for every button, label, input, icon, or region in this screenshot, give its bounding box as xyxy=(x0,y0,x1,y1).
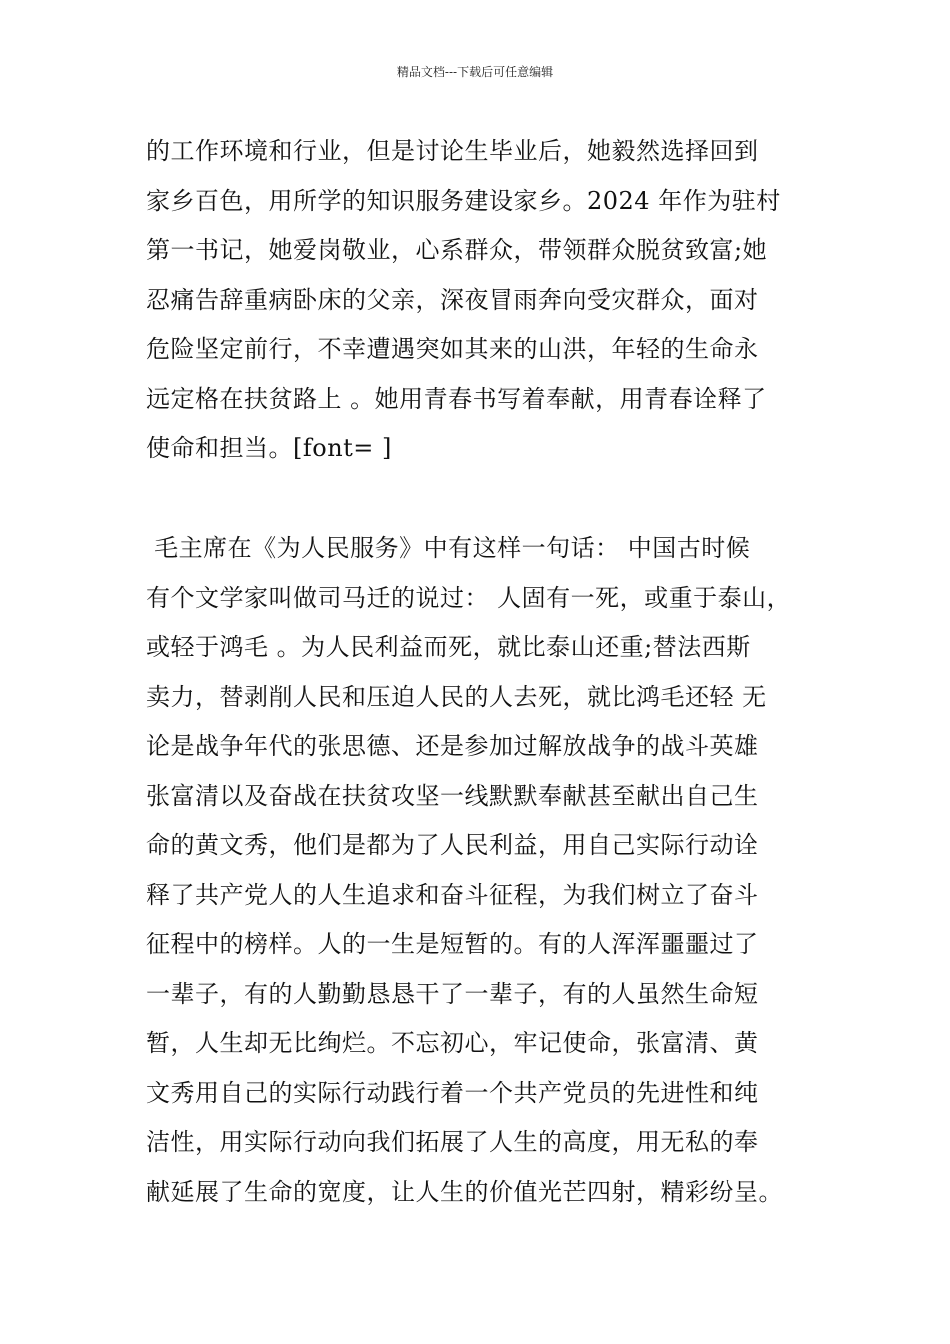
text-line: 张富清以及奋战在扶贫攻坚一线默默奉献甚至献出自己生 xyxy=(146,781,759,810)
text-line: 危险坚定前行，不幸遭遇突如其来的山洪，年轻的生命永 xyxy=(146,335,759,363)
text-line: 一辈子，有的人勤勤恳恳干了一辈子，有的人虽然生命短 xyxy=(146,979,759,1008)
text-line: 家乡百色，用所学的知识服务建设家乡。2024 年作为驻村 xyxy=(146,186,781,215)
text-line: 卖力，替剥削人民和压迫人民的人去死，就比鸿毛还轻 无 xyxy=(146,682,767,711)
text-line: 论是战争年代的张思德、还是参加过解放战争的战斗英雄 xyxy=(146,732,759,760)
text-line: 洁性，用实际行动向我们拓展了人生的高度，用无私的奉 xyxy=(146,1128,759,1156)
text-line: 毛主席在《为人民服务》中有这样一句话： 中国古时候 xyxy=(146,534,751,562)
text-line: 远定格在扶贫路上 。她用青春书写着奉献，用青春诠释了 xyxy=(146,384,767,413)
text-line: 释了共产党人的人生追求和奋斗征程，为我们树立了奋斗 xyxy=(146,880,759,909)
text-line: 献延展了生命的宽度，让人生的价值光芒四射，精彩纷呈。 xyxy=(146,1177,783,1206)
text-line: 忍痛告辞重病卧床的父亲，深夜冒雨奔向受灾群众，面对 xyxy=(146,285,759,314)
text-line: 文秀用自己的实际行动践行着一个共产党员的先进性和纯 xyxy=(146,1078,759,1107)
text-line: 或轻于鸿毛 。为人民利益而死，就比泰山还重;替法西斯 xyxy=(146,633,751,661)
text-line: 命的黄文秀，他们是都为了人民利益，用自己实际行动诠 xyxy=(146,831,759,859)
text-line: 的工作环境和行业，但是讨论生毕业后，她毅然选择回到 xyxy=(146,137,759,165)
text-line: 使命和担当。[font= ] xyxy=(146,434,392,462)
paragraph-2 xyxy=(146,524,836,1217)
text-line: 暂，人生却无比绚烂。不忘初心，牢记使命，张富清、黄 xyxy=(146,1029,759,1057)
paragraph-1 xyxy=(146,127,836,474)
text-line: 有个文学家叫做司马迁的说过： 人固有一死，或重于泰山， xyxy=(146,583,792,612)
text-line: 第一书记，她爱岗敬业，心系群众，带领群众脱贫致富;她 xyxy=(146,236,768,264)
text-line: 征程中的榜样。人的一生是短暂的。有的人浑浑噩噩过了 xyxy=(146,930,759,958)
page-header: 精品文档---下载后可任意编辑 xyxy=(396,65,554,79)
